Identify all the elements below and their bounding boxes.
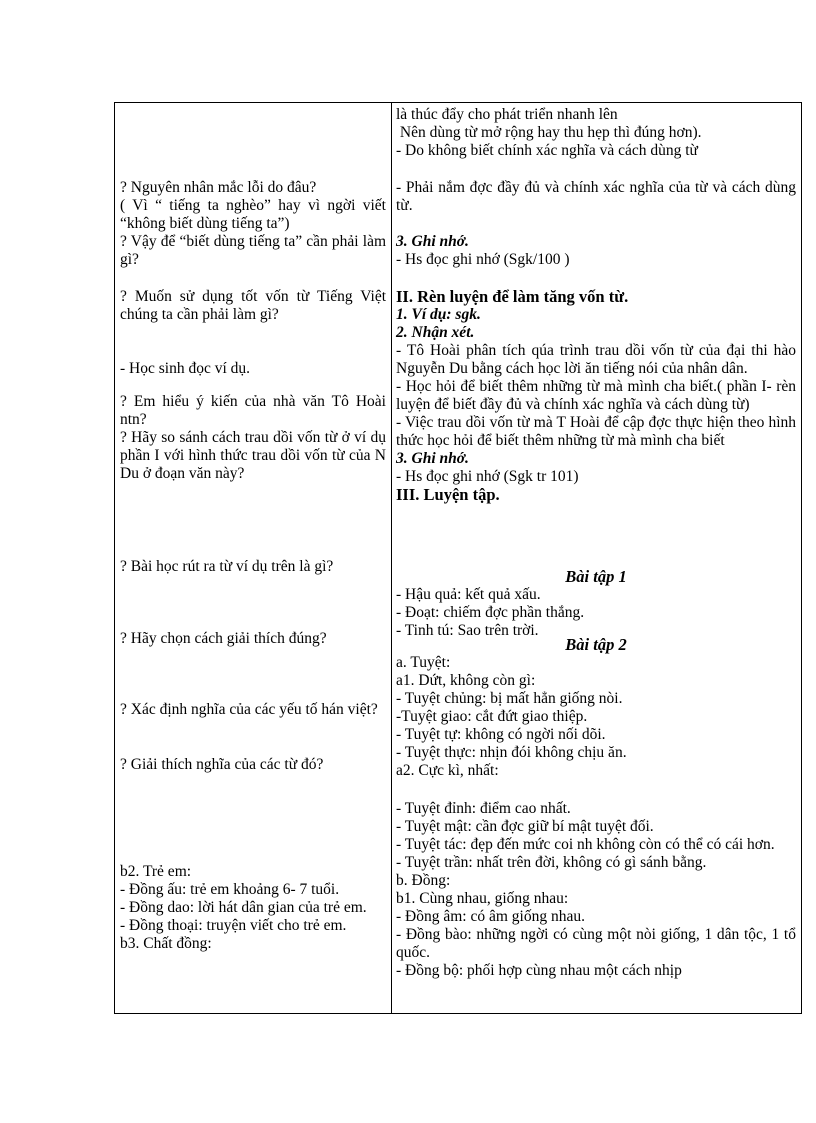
content-answer: - Phải nắm đợc đầy đủ và chính xác nghĩa của từ và cách dùng từ. — [396, 179, 796, 214]
list-item: - Tuyệt mật: cần đợc giữ bí mật tuyệt đối. — [396, 818, 654, 835]
list-item: - Đồng âm: có âm giống nhau. — [396, 908, 585, 925]
list-item: - Đồng dao: lời hát dân gian của trẻ em. — [120, 899, 367, 916]
text-line: - Học hỏi để biết thêm những từ mà mình cha biết.( phần I- rèn luyện để biết đầy đủ và chính xác nghĩa và cách dùng từ) — [396, 378, 796, 413]
exercise-1 — [396, 568, 796, 780]
list-item: - Tuyệt trần: nhất trên đời, không có gì sánh bằng. — [396, 854, 707, 871]
ghi-nho-block — [396, 233, 796, 269]
exercise-title: Bài tập 1 — [565, 567, 627, 586]
student-reads-example: - Học sinh đọc ví dụ. — [120, 360, 251, 377]
question-note: ( Vì “ tiếng ta nghèo” hay vì ngời viết “không biết dùng tiếng ta”) — [120, 197, 386, 232]
text-line: - Do không biết chính xác nghĩa và cách dùng từ — [396, 142, 698, 159]
question-text: ? Nguyên nhân mắc lỗi do đâu? — [120, 179, 317, 196]
text-line: - Hs đọc ghi nhớ (Sgk tr 101) — [396, 468, 579, 485]
question-text: ? Vậy để “biết dùng tiếng ta” cần phải làm gì? — [120, 233, 386, 268]
section-heading: 3. Ghi nhớ. — [396, 233, 469, 250]
section-title: III. Luyện tập. — [396, 485, 500, 504]
question-han-viet: ? Xác định nghĩa của các yếu tố hán việt? — [120, 701, 378, 718]
text-line: - Tô Hoài phân tích qúa trình trau dồi vốn từ của đại thi hào Nguyễn Du bằng cách học lời ăn tiếng nói của nhân dân. — [396, 342, 796, 377]
list-item: -Tuyệt giao: cắt đứt giao thiệp. — [396, 708, 588, 725]
question-explain: ? Giải thích nghĩa của các từ đó? — [120, 756, 324, 773]
question-lesson: ? Bài học rút ra từ ví dụ trên là gì? — [120, 558, 334, 575]
section-heading: 1. Ví dụ: sgk. — [396, 306, 481, 323]
exercise-b2-block — [120, 863, 386, 953]
text-line: Nên dùng từ mở rộng hay thu hẹp thì đúng hơn). — [396, 124, 702, 141]
list-item: - Tuyệt tác: đẹp đến mức coi nh không còn có thể có cái hơn. — [396, 836, 775, 853]
content-intro — [396, 106, 796, 160]
list-item: a1. Dứt, không còn gì: — [396, 672, 536, 689]
text-line: - Việc trau dồi vốn từ mà T Hoài để cập đợc thực hiện theo hình thức học hỏi để biết thêm những từ mà mình cha biết — [396, 414, 796, 449]
content-column — [392, 103, 801, 1013]
list-item: - Hậu quả: kết quả xấu. — [396, 586, 541, 603]
list-item: - Tinh tú: Sao trên trời. — [396, 622, 539, 639]
question-block-cause — [120, 179, 386, 269]
text-line: - Hs đọc ghi nhớ (Sgk/100 ) — [396, 251, 570, 268]
list-item: - Đồng thoại: truyện viết cho trẻ em. — [120, 917, 347, 934]
section-title: II. Rèn luyện để làm tăng vốn từ. — [396, 287, 629, 306]
list-item: a. Tuyệt: — [396, 654, 451, 671]
list-item: b. Đồng: — [396, 872, 451, 889]
section-ii — [396, 288, 796, 504]
list-item: - Đoạt: chiếm đợc phần thắng. — [396, 604, 585, 621]
list-item: - Tuyệt chủng: bị mất hẳn giống nòi. — [396, 690, 623, 707]
list-item: b1. Cùng nhau, giống nhau: — [396, 890, 569, 907]
list-item: a2. Cực kì, nhất: — [396, 762, 499, 779]
list-item: - Đồng bộ: phối hợp cùng nhau một cách nhịp — [396, 962, 682, 979]
question-text: ? Em hiểu ý kiến của nhà văn Tô Hoài ntn? — [120, 393, 386, 428]
teacher-activity-column — [115, 103, 392, 1013]
list-item: b2. Trẻ em: — [120, 863, 192, 880]
list-item: - Tuyệt thực: nhịn đói không chịu ăn. — [396, 744, 627, 761]
list-item: - Tuyệt đỉnh: điểm cao nhất. — [396, 800, 571, 817]
exercise-2-cont — [396, 800, 796, 980]
exercise-title: Bài tập 2 — [565, 635, 627, 654]
section-heading: 2. Nhận xét. — [396, 324, 475, 341]
list-item: - Đồng bào: những ngời có cùng một nòi giống, 1 dân tộc, 1 tổ quốc. — [396, 926, 796, 961]
list-item: - Đồng ấu: trẻ em khoảng 6- 7 tuổi. — [120, 881, 340, 898]
question-text: ? Hãy so sánh cách trau dồi vốn từ ở ví dụ phần I với hình thức trau dồi vốn từ của N Du ở đoạn văn này? — [120, 429, 386, 482]
question-block-to-hoai — [120, 393, 386, 483]
list-item: b3. Chất đồng: — [120, 935, 212, 952]
text-line: là thúc đẩy cho phát triển nhanh lên — [396, 106, 618, 123]
lesson-table — [114, 102, 802, 1014]
list-item: - Tuyệt tự: không có ngời nối dõi. — [396, 726, 606, 743]
question-choose: ? Hãy chọn cách giải thích đúng? — [120, 630, 327, 647]
question-vocabulary: ? Muốn sử dụng tốt vốn từ Tiếng Việt chúng ta cần phải làm gì? — [120, 288, 386, 323]
section-heading: 3. Ghi nhớ. — [396, 450, 469, 467]
